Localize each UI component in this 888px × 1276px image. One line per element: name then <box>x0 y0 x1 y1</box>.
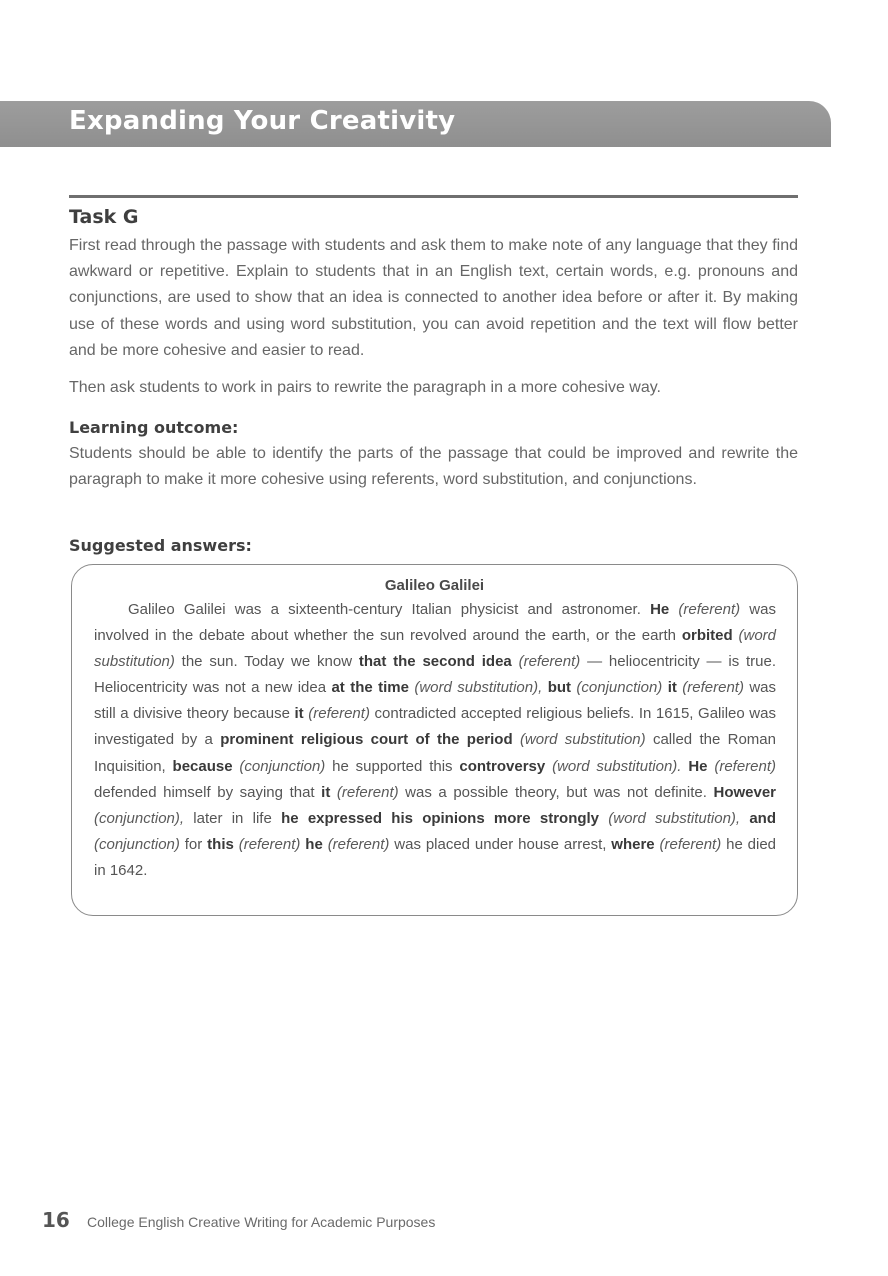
answer-segment: he died in 1642. <box>94 835 777 879</box>
answer-segment: (word substitution), <box>408 679 543 697</box>
answer-segment: he <box>305 835 323 853</box>
answer-segment: defended himself by saying that <box>94 783 322 801</box>
answer-segment: was involved in the debate about whether the sun revolved around the earth, or the earth <box>94 601 776 645</box>
answer-segment: Galileo Galilei was a sixteenth-century Italian physicist and astronomer. <box>128 601 651 618</box>
answer-segment: (referent) <box>676 679 744 697</box>
footer-book-title: College English Creative Writing for Academic Purposes <box>87 1214 436 1230</box>
answer-segment: controversy <box>459 757 546 775</box>
answer-segment: (referent) <box>669 601 741 618</box>
answer-segment: because <box>172 757 233 775</box>
answer-segment: (word substitution) <box>94 627 776 671</box>
answer-segment: the sun. Today we know <box>174 653 359 671</box>
answer-segment: — heliocentricity — is true. Heliocentricity was not a new idea <box>94 653 777 697</box>
answer-segment: where <box>611 835 655 853</box>
answer-segment: (referent) <box>330 783 399 801</box>
answer-segment: was placed under house arrest, <box>389 835 612 853</box>
answer-segment: later in life <box>184 809 282 827</box>
answer-segment: (conjunction) <box>232 757 326 775</box>
task-instructions-paragraph: First read through the passage with students and ask them to make note of any language that they find awkward or repetitive. Explain to students that in an English text, certain words, e.g. pronouns and conjunctions, are used to show that an idea is connected to another idea before or after it. By making use of these words and using word substitution, you can avoid repetition and the text will flow better and be more cohesive and easier to read. <box>69 237 798 359</box>
answer-segment: He <box>650 601 670 618</box>
answer-segment: contradicted accepted religious beliefs. In 1615, Galileo was investigated by a <box>94 705 776 749</box>
answer-segment: (word substitution) <box>512 731 646 749</box>
answer-segment: it <box>667 679 677 697</box>
answer-box-text <box>94 597 776 884</box>
task-pairwork-paragraph: Then ask students to work in pairs to rewrite the paragraph in a more cohesive way. <box>69 379 661 396</box>
answer-segment: He <box>688 757 708 775</box>
answer-segment: (conjunction) <box>571 679 663 697</box>
answer-segment: (referent) <box>654 835 722 853</box>
answer-segment: he expressed his opinions more strongly <box>281 809 600 827</box>
answer-segment: he supported this <box>325 757 460 775</box>
answer-segment: (conjunction), <box>94 809 185 827</box>
section-title: Expanding Your Creativity <box>69 106 456 136</box>
answer-segment: for <box>179 835 208 853</box>
answer-segment: prominent religious court of the period <box>220 731 513 749</box>
divider-rule <box>69 195 798 198</box>
answer-segment: (referent) <box>303 705 370 723</box>
learning-outcome-text: Students should be able to identify the parts of the passage that could be improved and rewrite the paragraph to make it more cohesive using referents, word substitution, and conjunctions. <box>69 445 798 489</box>
suggested-answers-heading: Suggested answers: <box>69 536 252 555</box>
answer-segment: (word substitution). <box>545 757 682 775</box>
answer-segment: but <box>547 679 572 697</box>
answer-segment: called the Roman Inquisition, <box>94 731 776 775</box>
answer-segment: it <box>321 783 331 801</box>
answer-segment: (referent) <box>511 653 581 671</box>
learning-outcome-heading: Learning outcome: <box>69 418 239 437</box>
answer-segment: (conjunction) <box>94 835 180 853</box>
answer-segment: (referent) <box>322 835 390 853</box>
answer-segment: and <box>749 809 776 827</box>
answer-segment: it <box>294 705 304 723</box>
answer-box-title: Galileo Galilei <box>384 577 485 594</box>
answer-segment: at the time <box>331 679 409 697</box>
answer-segment: orbited <box>681 627 733 645</box>
answer-segment: However <box>713 783 777 801</box>
answer-segment: this <box>207 835 234 853</box>
answer-segment <box>740 810 749 827</box>
answer-segment: (referent) <box>707 757 777 775</box>
page-number: 16 <box>42 1208 70 1232</box>
answer-segment: was still a divisive theory because <box>94 679 777 723</box>
answer-segment: (referent) <box>233 835 301 853</box>
answer-segment: was a possible theory, but was not definite. <box>398 783 714 801</box>
answer-segment: that the second idea <box>358 653 512 671</box>
task-title: Task G <box>69 206 139 228</box>
suggested-answer-box <box>71 564 798 916</box>
answer-segment: (word substitution), <box>599 809 741 827</box>
